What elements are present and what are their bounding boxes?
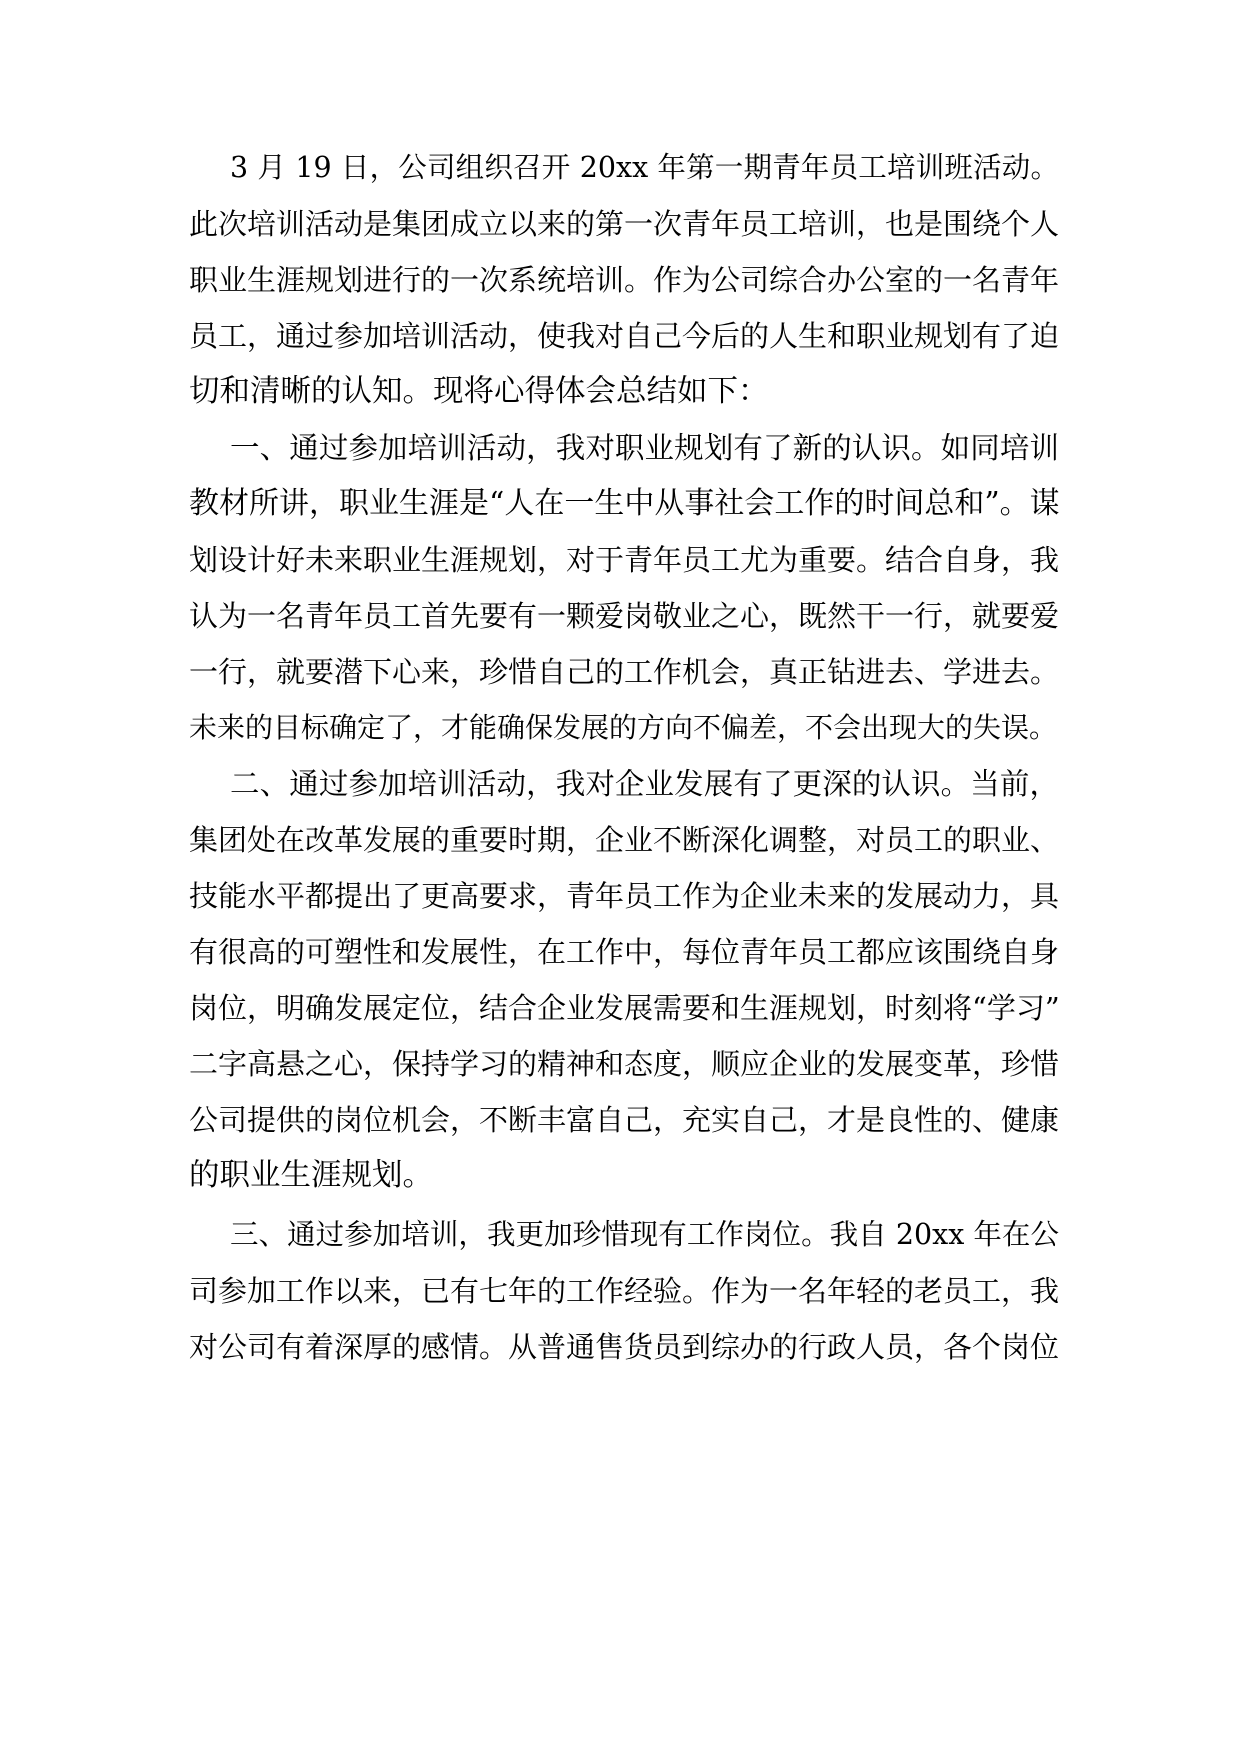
paragraph-3-line-8: 的职业生涯规划。 — [189, 1158, 433, 1193]
paragraph-3-line-2: 集团处在改革发展的重要时期，企业不断深化调整，对员工的职业、 — [189, 823, 1060, 857]
paragraph-4-line-3: 对公司有着深厚的感情。从普通售货员到综办的行政人员，各个岗位 — [189, 1330, 1060, 1364]
paragraph-4-line-1: 三、通过参加培训，我更加珍惜现有工作岗位。我自 20xx 年在公 — [230, 1218, 1059, 1251]
paragraph-2-line-6: 未来的目标确定了，才能确保发展的方向不偏差，不会出现大的失误。 — [189, 711, 1058, 744]
paragraph-4-line-2: 司参加工作以来，已有七年的工作经验。作为一名年轻的老员工，我 — [189, 1274, 1060, 1308]
paragraph-3-line-4: 有很高的可塑性和发展性，在工作中，每位青年员工都应该围绕自身 — [189, 935, 1060, 969]
paragraph-3-line-3: 技能水平都提出了更高要求，青年员工作为企业未来的发展动力，具 — [189, 879, 1060, 913]
paragraph-3-line-1: 二、通过参加培训活动，我对企业发展有了更深的认识。当前， — [230, 767, 1059, 801]
paragraph-3-line-5: 岗位，明确发展定位，结合企业发展需要和生涯规划，时刻将“学习” — [189, 991, 1060, 1025]
paragraph-2-line-4: 认为一名青年员工首先要有一颗爱岗敬业之心，既然干一行，就要爱 — [189, 599, 1060, 633]
paragraph-3-line-6: 二字高悬之心，保持学习的精神和态度，顺应企业的发展变革，珍惜 — [189, 1047, 1060, 1081]
paragraph-2-line-2: 教材所讲，职业生涯是“人在一生中从事社会工作的时间总和”。谋 — [189, 486, 1060, 521]
paragraph-3-line-7: 公司提供的岗位机会，不断丰富自己，充实自己，才是良性的、健康 — [189, 1103, 1060, 1137]
paragraph-1-line-2: 此次培训活动是集团成立以来的第一次青年员工培训，也是围绕个人 — [189, 207, 1060, 241]
paragraph-1-line-1: 3 月 19 日，公司组织召开 20xx 年第一期青年员工培训班活动。 — [230, 151, 1059, 184]
paragraph-2-line-1: 一、通过参加培训活动，我对职业规划有了新的认识。如同培训 — [230, 431, 1059, 465]
paragraph-1-line-5: 切和清晰的认知。现将心得体会总结如下： — [189, 374, 769, 409]
paragraph-2-line-3: 划设计好未来职业生涯规划，对于青年员工尤为重要。结合自身，我 — [189, 543, 1060, 577]
paragraph-1-line-4: 员工，通过参加培训活动，使我对自己今后的人生和职业规划有了迫 — [189, 319, 1060, 353]
paragraph-1-line-3: 职业生涯规划进行的一次系统培训。作为公司综合办公室的一名青年 — [189, 263, 1060, 297]
paragraph-2-line-5: 一行，就要潜下心来，珍惜自己的工作机会，真正钻进去、学进去。 — [189, 655, 1060, 689]
